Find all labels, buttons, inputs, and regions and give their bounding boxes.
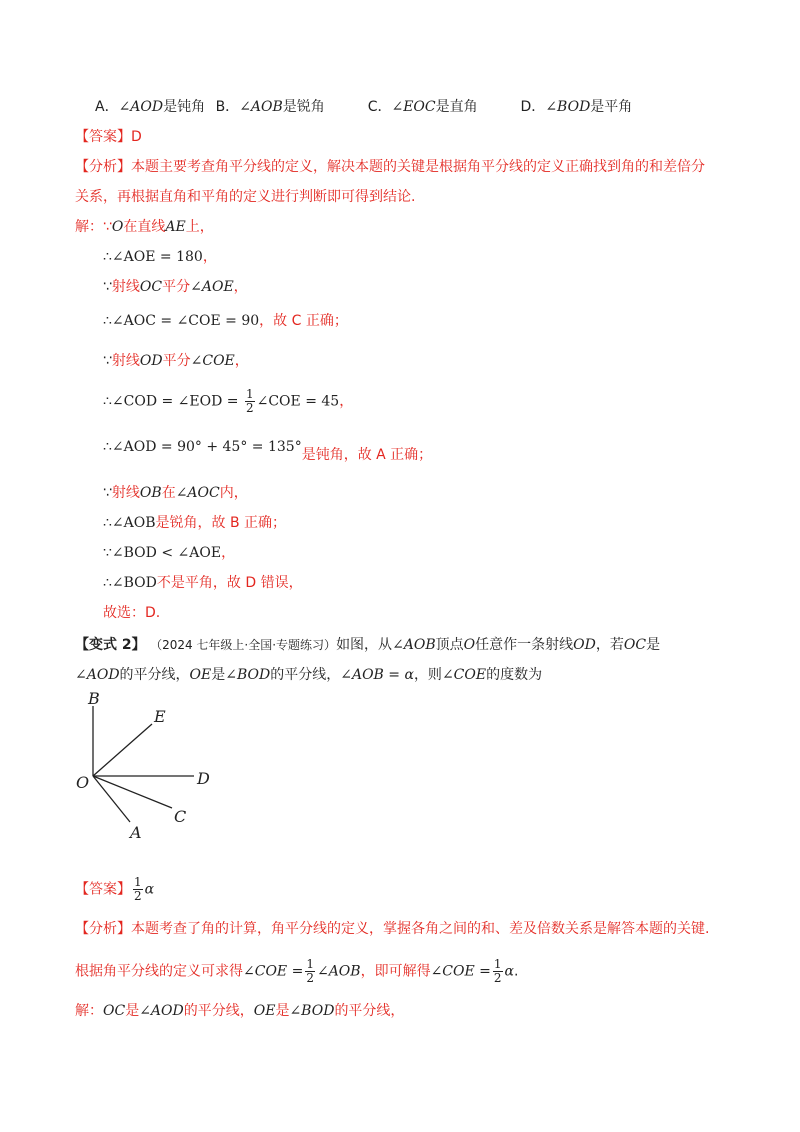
step-text: 平分 [162, 353, 191, 369]
because-symbol: ∵ [103, 279, 112, 295]
math-angle: ∠AOD [139, 1003, 184, 1019]
step-text: 内， [219, 485, 248, 501]
step-text: ， [221, 545, 236, 561]
step-text: ，故 C 正确； [259, 313, 348, 329]
angle-figure [72, 688, 232, 848]
denominator: 2 [493, 971, 502, 985]
step-text: 的平分线， [334, 1003, 405, 1019]
math-expression: ∠AOB = α [340, 667, 414, 683]
step-text: 在直线 [123, 219, 166, 235]
math-angle: ∠AOB [392, 637, 436, 653]
option-d-label: D． [520, 99, 546, 115]
variant-tag: 【变式 2】 [75, 637, 146, 653]
label-o: O [76, 773, 90, 792]
variant-2-line-1 [75, 634, 660, 656]
ray-oe [93, 724, 152, 776]
math-expression: ∴∠COD = ∠EOD = [103, 393, 239, 410]
option-a-text: 是钝角 [163, 99, 206, 115]
label-a: A [130, 823, 142, 842]
variant-source: （2024 七年级上·全国·专题练习） [150, 638, 337, 652]
analysis-text: 本题考查了角的计算，角平分线的定义，掌握各角之间的和、差及倍数关系是解答本题的关键. [131, 921, 710, 937]
question-text: ，若 [595, 637, 624, 653]
numerator: 1 [245, 387, 254, 401]
answer-2 [75, 876, 154, 903]
math-o: O [463, 637, 476, 653]
solution-1-step-8 [103, 482, 248, 504]
rays [93, 706, 194, 822]
period: . [514, 963, 519, 980]
question-text: 的平分线， [270, 667, 341, 683]
option-d-text: 是平角 [590, 99, 633, 115]
math-expression: ∴∠BOD [103, 575, 157, 591]
math-angle: ∠AOB [316, 963, 361, 980]
denominator: 2 [306, 971, 314, 985]
step-text: 上， [185, 219, 214, 235]
question-text: 的平分线， [119, 667, 190, 683]
question-text: 的度数为 [486, 667, 543, 683]
answer-tag: 【答案】 [75, 129, 131, 145]
question-text: 是 [211, 667, 226, 683]
analysis-text: 本题主要考查角平分线的定义，解决本题的关键是根据角平分线的定义正确找到角的和差倍分 [131, 159, 705, 175]
math-alpha: α [504, 963, 515, 980]
step-text: 是 [275, 1003, 290, 1019]
analysis-text: 根据角平分线的定义可求得 [75, 963, 243, 980]
question-text: 如图，从 [336, 637, 393, 653]
math-angle: ∠COE [190, 353, 235, 369]
step-text: 是锐角，故 B 正确； [155, 515, 287, 531]
solution-1-step-9 [103, 512, 286, 534]
analysis-text: ，即可解得 [360, 963, 431, 980]
math-expression: ∴∠AOE = 180 [103, 249, 203, 265]
step-text: ， [202, 249, 217, 265]
answer-value: D [131, 129, 142, 145]
math-angle: ∠AOD [75, 667, 120, 683]
step-text: ， [339, 393, 354, 410]
step-text: 射线 [111, 485, 140, 501]
option-c-label: C． [367, 99, 392, 115]
math-ae: AE [165, 219, 186, 235]
math-od: OD [139, 353, 163, 369]
step-text: 平分 [162, 279, 191, 295]
solution-1-step-3 [103, 276, 248, 298]
fraction-half [133, 876, 143, 903]
numerator: 1 [493, 957, 502, 971]
step-text: ， [234, 353, 249, 369]
solution-label: 解： [75, 1003, 103, 1019]
math-expression: ∠COE = [430, 963, 491, 980]
math-expression: ∴∠AOC = ∠COE = 90 [103, 313, 260, 329]
math-expression: ∴∠AOB [103, 515, 156, 531]
denominator: 2 [245, 401, 254, 415]
fraction-half [305, 958, 315, 985]
step-text: 的平分线， [183, 1003, 254, 1019]
math-expression: ∠COE = 45 [256, 393, 340, 410]
ray-oc [93, 776, 172, 808]
label-c: C [174, 807, 187, 826]
step-text: 是 [125, 1003, 140, 1019]
solution-label: 解：∵ [75, 219, 112, 235]
math-angle: ∠AOE [190, 279, 234, 295]
option-c-text: 是直角 [435, 99, 478, 115]
math-angle: ∠COE [441, 667, 487, 683]
math-ob: OB [139, 485, 162, 501]
analysis-1-line-2: 关系，再根据直角和平角的定义进行判断即可得到结论. [75, 189, 416, 205]
math-angle: ∠BOD [289, 1003, 335, 1019]
math-expression: ∵∠BOD < ∠AOE [103, 545, 222, 561]
numerator: 1 [306, 957, 314, 971]
label-d: D [197, 769, 210, 788]
because-symbol: ∵ [103, 485, 112, 501]
question-text: 任意作一条射线 [475, 637, 574, 653]
step-text: 在 [161, 485, 176, 501]
math-od: OD [573, 637, 596, 653]
math-angle: ∠BOD [225, 667, 271, 683]
label-b: B [88, 689, 100, 708]
question-text: ，则 [413, 667, 442, 683]
analysis-2-line-2 [75, 958, 518, 985]
math-oe: OE [189, 667, 212, 683]
math-oc: OC [103, 1003, 126, 1019]
step-text: ， [233, 279, 248, 295]
option-b-math: ∠AOB [239, 99, 283, 115]
solution-1-step-4 [103, 310, 348, 332]
option-a-label: A． [95, 99, 119, 115]
numerator: 1 [134, 875, 142, 889]
option-d-math: ∠BOD [545, 99, 591, 115]
solution-1-step-10 [103, 542, 235, 564]
math-o: O [111, 219, 124, 235]
analysis-tag: 【分析】 [75, 921, 131, 937]
math-angle: ∠AOC [175, 485, 220, 501]
fraction-half [245, 388, 255, 415]
math-oc: OC [139, 279, 163, 295]
step-text: 射线 [111, 353, 140, 369]
solution-1-step-6 [103, 388, 353, 415]
options-line [95, 96, 638, 118]
analysis-tag: 【分析】 [75, 159, 131, 175]
because-symbol: ∵ [103, 353, 112, 369]
analysis-2-line-1 [75, 918, 709, 940]
option-c-math: ∠EOC [391, 99, 436, 115]
variant-2-line-2 [75, 664, 542, 686]
solution-2-line-1 [75, 1000, 404, 1022]
label-e: E [154, 707, 166, 726]
solution-1-step-2 [103, 246, 217, 268]
solution-1-step-5 [103, 350, 249, 372]
option-b-text: 是锐角 [282, 99, 325, 115]
step-text: 射线 [111, 279, 140, 295]
denominator: 2 [134, 889, 142, 903]
math-alpha: α [144, 881, 155, 898]
solution-1-step-12: 故选：D. [103, 605, 161, 621]
answer-tag: 【答案】 [75, 881, 131, 898]
analysis-1-line-1 [75, 156, 705, 178]
step-text: 不是平角，故 D 错误， [156, 575, 303, 591]
math-oe: OE [253, 1003, 276, 1019]
math-expression: ∴∠AOD = 90° + 45° = 135° [103, 439, 302, 455]
step-text: 是钝角，故 A 正确； [301, 447, 433, 463]
question-text: 是 [646, 637, 661, 653]
solution-1-step-7 [103, 436, 433, 463]
solution-1-step-11 [103, 572, 303, 594]
option-a-math: ∠AOD [118, 99, 164, 115]
question-text: 顶点 [435, 637, 464, 653]
math-expression: ∠COE = [243, 963, 304, 980]
fraction-half [493, 958, 503, 985]
math-oc: OC [623, 637, 647, 653]
solution-1-step-1 [75, 216, 214, 238]
option-b-label: B． [215, 99, 240, 115]
answer-1 [75, 126, 142, 148]
